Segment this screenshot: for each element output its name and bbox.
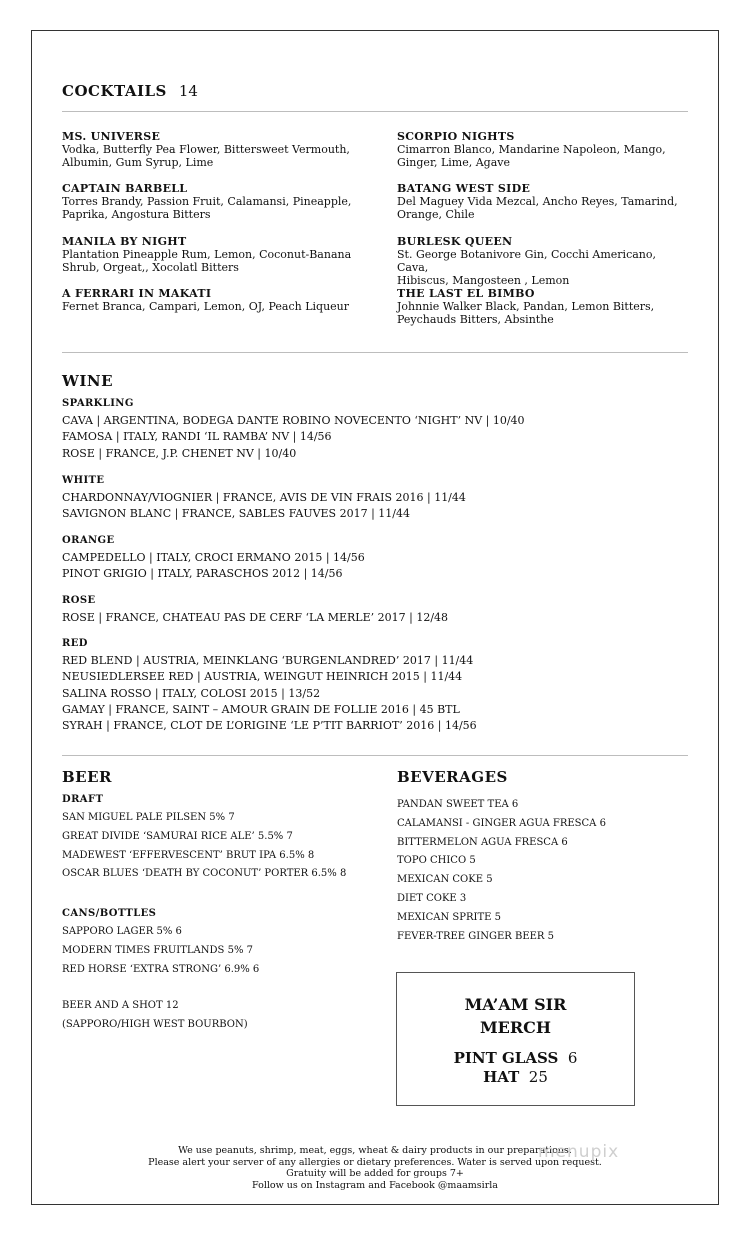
cocktail-item [62,182,352,221]
cocktail-item [62,235,352,274]
beer-title: BEER [62,768,113,786]
wine-group-label: RED [62,638,88,649]
wine-item: ROSE | FRANCE, CHATEAU PAS DE CERF ‘LA MERLE’ 2017 | 12/48 [62,611,449,624]
beer-shot-note: (SAPPORO/HIGH WEST BOURBON) [62,1018,248,1030]
wine-item: PINOT GRIGIO | ITALY, PARASCHOS 2012 | 14/56 [62,567,343,581]
beverage-item: DIET COKE 3 [397,892,467,904]
wine-item: CAMPEDELLO | ITALY, CROCI ERMANO 2015 | 14/56 [62,551,365,564]
wine-group-red [62,637,662,734]
merch-item-price: 25 [528,1068,548,1086]
cocktail-desc: St. George Botanivore Gin, Cocchi Americano, Cava, [397,248,656,274]
beer-item: RED HORSE ‘EXTRA STRONG’ 6.9% 6 [62,963,260,975]
cocktail-name: BURLESK QUEEN [397,235,513,248]
beer-draft-list [62,793,346,884]
cocktail-item [397,235,687,287]
cocktails-heading [62,82,198,100]
wine-item: FAMOSA | ITALY, RANDI ‘IL RAMBA’ NV | 14/56 [62,430,332,444]
cocktail-desc: Torres Brandy, Passion Fruit, Calamansi, Pineapple, [62,195,352,208]
beverages-title: BEVERAGES [397,768,508,786]
merch-item-name: HAT [483,1068,520,1086]
merch-item-name: PINT GLASS [453,1049,559,1067]
beer-cans-label: CANS/BOTTLES [62,908,157,919]
beverage-item: MEXICAN SPRITE 5 [397,911,501,923]
merch-box [396,972,635,1106]
cocktail-name: MS. UNIVERSE [62,130,161,143]
cocktail-desc: Ginger, Lime, Agave [397,156,511,169]
beer-item: MODERN TIMES FRUITLANDS 5% 7 [62,944,253,956]
beverage-item: MEXICAN COKE 5 [397,874,493,886]
watermark-logo: menupix [538,1142,620,1162]
merch-title-line2: MERCH [479,1018,552,1037]
wine-group-label: SPARKLING [62,398,134,409]
beer-cans-list [62,907,259,979]
cocktails-price: 14 [178,82,198,100]
beverage-item: TOPO CHICO 5 [397,855,476,867]
cocktail-item [62,130,352,169]
cocktail-desc: Vodka, Butterfly Pea Flower, Bittersweet Vermouth, [62,143,350,156]
wine-item: NEUSIEDLERSEE RED | AUSTRIA, WEINGUT HEINRICH 2015 | 11/44 [62,670,463,684]
wine-item: CHARDONNAY/VIOGNIER | FRANCE, AVIS DE VIN FRAIS 2016 | 11/44 [62,491,466,504]
wine-title: WINE [62,372,114,390]
cocktail-desc: Hibiscus, Mangosteen , Lemon [397,274,570,287]
wine-group-label: ORANGE [62,535,115,546]
beverage-item: FEVER-TREE GINGER BEER 5 [397,930,554,942]
beverage-item: BITTERMELON AGUA FRESCA 6 [397,836,568,848]
footer-line: Follow us on Instagram and Facebook @maamsirla [252,1179,498,1191]
beer-and-shot [62,997,248,1035]
beer-draft-label: DRAFT [62,794,104,805]
wine-item: SYRAH | FRANCE, CLOT DE L’ORIGINE ‘LE P’TIT BARRIOT’ 2016 | 14/56 [62,719,477,733]
cocktail-name: THE LAST EL BIMBO [397,287,535,300]
wine-group-sparkling [62,397,662,462]
wine-item: RED BLEND | AUSTRIA, MEINKLANG ‘BURGENLANDRED’ 2017 | 11/44 [62,654,474,667]
merch-title-line1: MA’AM SIR [464,995,567,1014]
beer-item: OSCAR BLUES ‘DEATH BY COCONUT’ PORTER 6.5% 8 [62,868,347,880]
wine-item: ROSE | FRANCE, J.P. CHENET NV | 10/40 [62,446,297,460]
cocktail-desc: Plantation Pineapple Rum, Lemon, Coconut-Banana [62,248,352,261]
cocktails-title: COCKTAILS [62,82,167,100]
beer-item: SAN MIGUEL PALE PILSEN 5% 7 [62,812,235,823]
wine-group-white [62,474,662,523]
beverages-list [397,796,606,946]
wine-item: SAVIGNON BLANC | FRANCE, SABLES FAUVES 2017 | 11/44 [62,507,410,521]
footer-line: Gratuity will be added for groups 7+ [286,1168,464,1179]
wine-group-orange [62,534,662,583]
divider [62,111,688,112]
beverage-item: PANDAN SWEET TEA 6 [397,799,519,810]
footer-line: Please alert your server of any allergies or dietary preferences. Water is served upon request. [148,1156,602,1168]
beer-item: MADEWEST ‘EFFERVESCENT’ BRUT IPA 6.5% 8 [62,849,315,861]
wine-group-label: ROSE [62,595,96,606]
cocktail-item [62,287,352,313]
cocktail-desc: Del Maguey Vida Mezcal, Ancho Reyes, Tamarind, [397,195,678,208]
beer-item: GREAT DIVIDE ‘SAMURAI RICE ALE’ 5.5% 7 [62,830,293,842]
cocktail-desc: Albumin, Gum Syrup, Lime [62,156,214,169]
cocktail-desc: Johnnie Walker Black, Pandan, Lemon Bitters, [397,300,655,313]
cocktail-item [397,130,687,169]
beer-item: SAPPORO LAGER 5% 6 [62,926,182,937]
cocktail-desc: Shrub, Orgeat,, Xocolatl Bitters [62,261,239,274]
cocktail-desc: Orange, Chile [397,208,475,221]
cocktail-desc: Peychauds Bitters, Absinthe [397,313,554,326]
cocktail-desc: Cimarron Blanco, Mandarine Napoleon, Mango, [397,143,666,156]
divider [62,755,688,756]
cocktail-item [397,182,687,221]
cocktail-name: CAPTAIN BARBELL [62,182,188,195]
wine-item: SALINA ROSSO | ITALY, COLOSI 2015 | 13/52 [62,686,321,700]
cocktail-desc: Fernet Branca, Campari, Lemon, OJ, Peach Liqueur [62,300,350,313]
cocktail-name: BATANG WEST SIDE [397,182,531,195]
wine-item: GAMAY | FRANCE, SAINT – AMOUR GRAIN DE FOLLIE 2016 | 45 BTL [62,702,460,716]
divider [62,352,688,353]
cocktail-desc: Paprika, Angostura Bitters [62,208,211,221]
cocktail-name: MANILA BY NIGHT [62,235,187,248]
cocktail-item [397,287,687,326]
footer-line: We use peanuts, shrimp, meat, eggs, wheat & dairy products in our preparations. [178,1145,572,1156]
wine-item: CAVA | ARGENTINA, BODEGA DANTE ROBINO NOVECENTO ‘NIGHT’ NV | 10/40 [62,414,525,427]
merch-item-price: 6 [567,1049,578,1067]
cocktail-name: SCORPIO NIGHTS [397,130,515,143]
merch-item [397,1049,634,1068]
wine-group-label: WHITE [62,475,105,486]
wine-group-rose [62,594,662,626]
cocktail-name: A FERRARI IN MAKATI [62,287,212,300]
beverage-item: CALAMANSI - GINGER AGUA FRESCA 6 [397,817,606,829]
merch-item [397,1068,634,1087]
beer-shot-item: BEER AND A SHOT 12 [62,1000,179,1011]
